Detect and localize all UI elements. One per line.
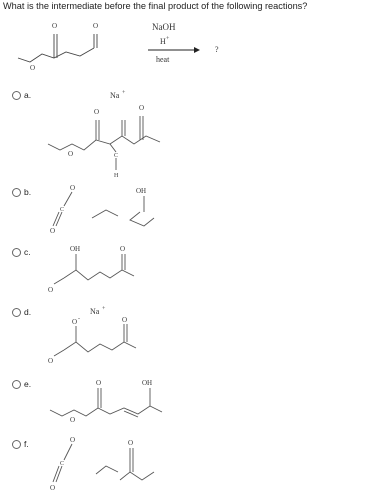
product-unknown: ? (215, 45, 219, 54)
option-e-structure (40, 374, 170, 424)
option-d-radio[interactable] (12, 308, 21, 317)
option-b-radio[interactable] (12, 188, 21, 197)
option-f-o3: O (50, 484, 56, 492)
option-f-radio[interactable] (12, 440, 21, 449)
reagent-h: H (160, 37, 166, 46)
reaction-scheme (0, 14, 392, 78)
option-a-h: H (114, 173, 119, 179)
reactant-o-carbonyl-2: O (93, 22, 99, 30)
option-d[interactable] (0, 302, 392, 364)
option-c-radio[interactable] (12, 248, 21, 257)
option-a-na-plus: + (122, 90, 126, 96)
option-d-minus: - (78, 316, 80, 322)
option-b-oh: OH (136, 187, 147, 195)
option-a-radio[interactable] (12, 91, 21, 100)
option-f[interactable] (0, 434, 392, 492)
option-e-label: e. (24, 379, 32, 389)
option-d-structure (40, 302, 160, 364)
option-d-na: Na (90, 307, 100, 316)
option-e-radio[interactable] (12, 380, 21, 389)
option-f-c: C (60, 461, 65, 467)
option-f-o1: O (70, 436, 76, 444)
option-c-structure (40, 242, 160, 294)
option-b-o2: O (50, 227, 56, 234)
option-b-o1: O (70, 184, 76, 192)
option-b-label: b. (24, 187, 32, 197)
option-b-c: C (60, 207, 65, 213)
reagent-h-plus: + (166, 36, 170, 42)
option-c[interactable] (0, 242, 392, 294)
option-d-na-plus: + (102, 306, 106, 312)
option-e-oh: OH (142, 379, 153, 387)
reagent-naoh: NaOH (152, 22, 176, 32)
option-a-label: a. (24, 90, 32, 100)
option-c-oh: OH (70, 245, 81, 253)
option-b-structure (40, 182, 160, 234)
option-f-structure (40, 434, 160, 492)
option-e-o1: O (96, 379, 102, 387)
reaction-arrowhead (194, 47, 200, 53)
option-e[interactable] (0, 374, 392, 424)
reactant-o-carbonyl-1: O (52, 22, 58, 30)
option-a-o3: O (68, 150, 74, 158)
option-d-o2: O (48, 357, 54, 364)
option-e-o2: O (70, 416, 76, 424)
option-f-o2: O (128, 439, 134, 447)
reactant-o-ester: O (30, 64, 36, 72)
option-a-o1: O (94, 108, 100, 116)
option-c-o2: O (48, 286, 54, 294)
option-a-o2: O (139, 104, 145, 112)
option-c-o1: O (120, 245, 126, 253)
option-f-label: f. (24, 439, 29, 449)
option-d-o-minus: O (72, 318, 78, 326)
option-b[interactable] (0, 182, 392, 234)
option-a-c: C (114, 153, 119, 159)
option-d-label: d. (24, 307, 32, 317)
option-c-label: c. (24, 247, 31, 257)
reagent-heat: heat (156, 55, 170, 64)
option-d-o1: O (122, 316, 128, 324)
option-a[interactable] (0, 86, 392, 178)
question-text: What is the intermediate before the final product of the following reactions? (3, 1, 308, 11)
option-a-na: Na (110, 91, 120, 100)
reactant-structure (18, 34, 97, 62)
option-a-structure (40, 88, 170, 180)
